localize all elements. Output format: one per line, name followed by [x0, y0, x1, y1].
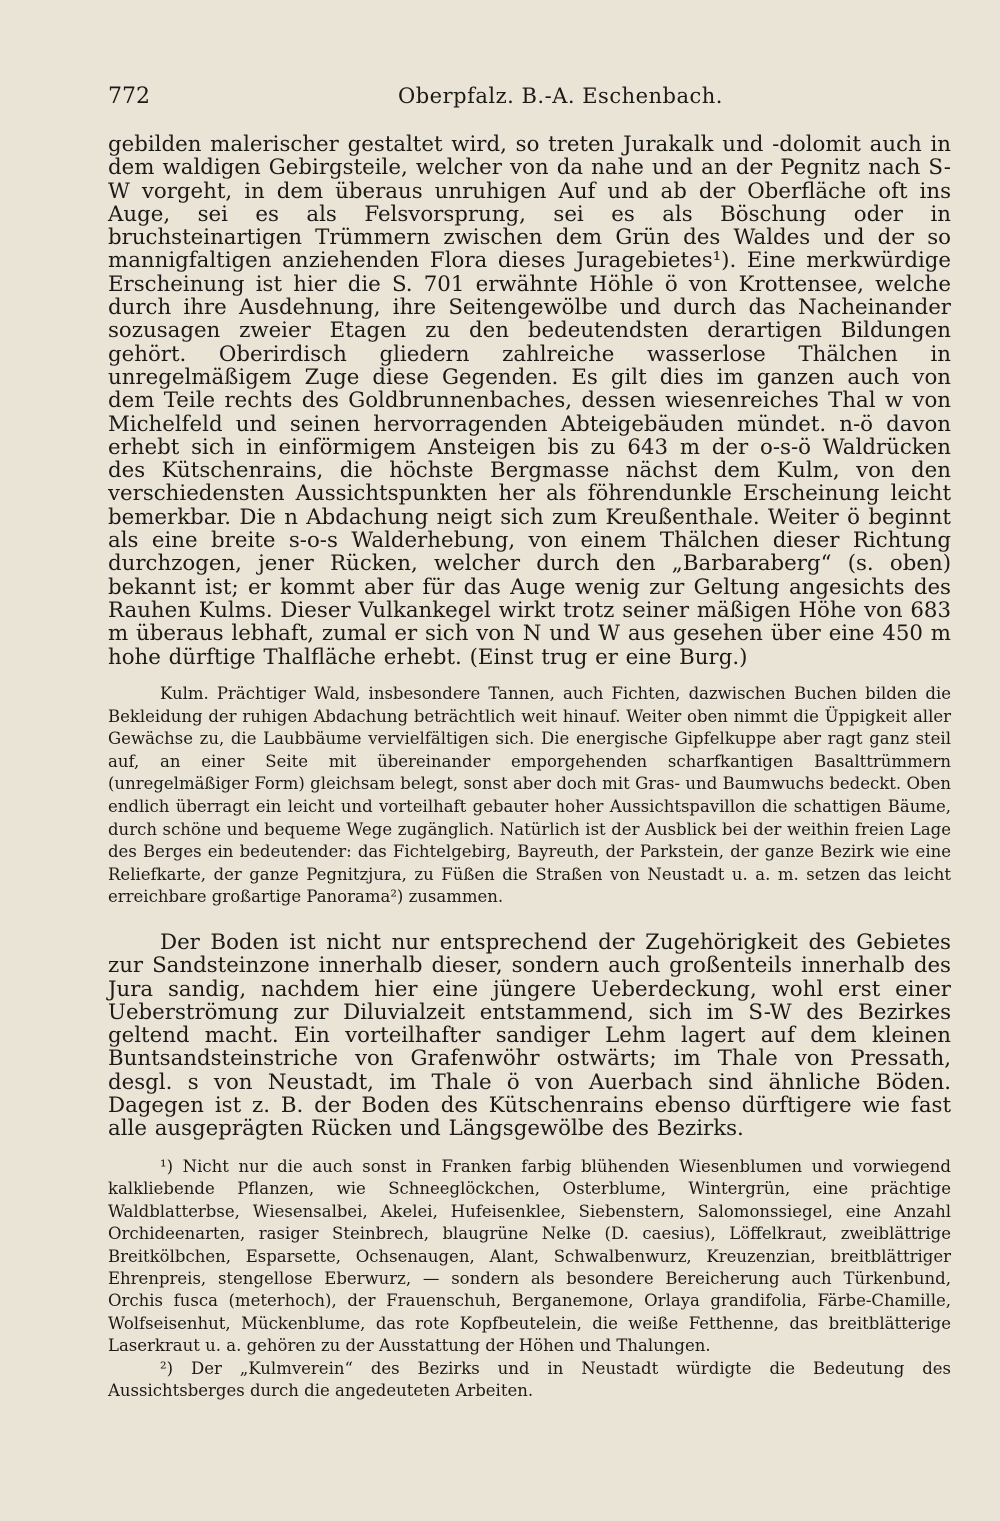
running-title: Oberpfalz. B.-A. Eschenbach.	[398, 84, 723, 108]
kulm-note: Kulm. Prächtiger Wald, insbesondere Tannen, auch Fichten, dazwischen Buchen bilden die Bekleidung der ruhigen Abdachung beträchtlich weit hinauf. Weiter oben nimmt die Üppigkeit aller Gewächse zu, die Laubbäume vervielfältigen sich. Die energische Gipfelkuppe aber ragt ganz steil auf, an einer Seite mit übereinander emporgehenden scharfkantigen Basalttrümmern (unregelmäßiger Form) gleichsam belegt, sonst aber doch mit Gras- und Baumwuchs bedeckt. Oben endlich überragt ein leicht und vorteilhaft gebauter hoher Aussichtspavillon die schattigen Bäume, durch schöne und bequeme Wege zugänglich. Natürlich ist der Ausblick bei der weithin freien Lage des Berges ein bedeutender: das Fichtelgebirg, Bayreuth, der Parkstein, der ganze Bezirk wie eine Reliefkarte, der ganze Pegnitzjura, zu Füßen die Straßen von Neustadt u. a. m. setzen das leicht erreichbare großartige Panorama²) zusammen.	[108, 684, 951, 907]
footnotes	[108, 1156, 951, 1402]
body-paragraph-1: gebilden malerischer gestaltet wird, so treten Jurakalk und -dolomit auch in dem waldigen Gebirgsteile, welcher von da nahe und an der Pegnitz nach S-W vorgeht, in dem überaus unruhigen Auf und ab der Oberfläche oft ins Auge, sei es als Felsvorsprung, sei es als Böschung oder in bruchsteinartigen Trümmern zwischen dem Grün des Waldes und der so mannigfaltigen anziehenden Flora dieses Juragebietes¹). Eine merkwürdige Erscheinung ist hier die S. 701 erwähnte Höhle ö von Krottensee, welche durch ihre Ausdehnung, ihre Seitengewölbe und durch das Nacheinander sozusagen zweier Etagen zu den bedeutendsten derartigen Bildungen gehört. Oberirdisch gliedern zahlreiche wasserlose Thälchen in unregelmäßigem Zuge diese Gegenden. Es gilt dies im ganzen auch von dem Teile rechts des Goldbrunnenbaches, dessen wiesenreiches Thal w von Michelfeld und seinen hervorragenden Abteigebäuden mündet. n-ö davon erhebt sich in einförmigem Ansteigen bis zu 643 m der o-s-ö Waldrücken des Kütschenrains, die höchste Bergmasse nächst dem Kulm, von den verschiedensten Aussichtspunkten her als föhrendunkle Erscheinung leicht bemerkbar. Die n Abdachung neigt sich zum Kreußenthale. Weiter ö beginnt als eine breite s-o-s Walderhebung, von einem Thälchen dieser Richtung durchzogen, jener Rücken, welcher durch den „Barbaraberg“ (s. oben) bekannt ist; er kommt aber für das Auge wenig zur Geltung angesichts des Rauhen Kulms. Dieser Vulkankegel wirkt trotz seiner mäßigen Höhe von 683 m überaus lebhaft, zumal er sich von N und W aus gesehen über eine 450 m hohe dürftige Thalfläche erhebt. (Einst trug er eine Burg.)	[108, 132, 951, 670]
body-paragraph-2: Der Boden ist nicht nur entsprechend der Zugehörigkeit des Gebietes zur Sandsteinzone innerhalb dieser, sondern auch großenteils innerhalb des Jura sandig, nachdem hier eine jüngere Ueberdeckung, wohl erst einer Ueberströmung zur Diluvialzeit entstammend, sich im S-W des Bezirkes geltend macht. Ein vorteilhafter sandiger Lehm lagert auf dem kleinen Buntsandsteinstriche von Grafenwöhr ostwärts; im Thale von Pressath, desgl. s von Neustadt, im Thale ö von Auerbach sind ähnliche Böden. Dagegen ist z. B. der Boden des Kütschenrains ebenso dürftigere wie fast alle ausgeprägten Rücken und Längsgewölbe des Bezirks.	[108, 930, 951, 1142]
footnote-1: ¹) Nicht nur die auch sonst in Franken farbig blühenden Wiesenblumen und vorwiegend kalkliebende Pflanzen, wie Schneeglöckchen, Osterblume, Wintergrün, eine prächtige Waldblatterbse, Wiesensalbei, Akelei, Hufeisenklee, Siebenstern, Salomonssiegel, eine Anzahl Orchideenarten, rasiger Steinbrech, blaugrüne Nelke (D. caesius), Löffelkraut, zweiblättrige Breitkölbchen, Esparsette, Ochsenaugen, Alant, Schwalbenwurz, Kreuzenzian, breitblättriger Ehrenpreis, stengellose Eberwurz, — sondern als besondere Bereicherung auch Türkenbund, Orchis fusca (meterhoch), der Frauenschuh, Berganemone, Orlaya grandifolia, Färbe-Chamille, Wolfseisenhut, Mückenblume, das rote Kopfbeutelein, die weiße Fetthenne, das breitblätterige Laserkraut u. a. gehören zu der Ausstattung der Höhen und Thalungen.	[108, 1157, 951, 1356]
page-header	[108, 84, 940, 114]
main-text-continued	[108, 931, 951, 1141]
footnote-2: ²) Der „Kulmverein“ des Bezirks und in Neustadt würdigte die Bedeutung des Aussichtsberges durch die angedeuteten Arbeiten.	[108, 1358, 951, 1401]
main-text	[108, 133, 951, 669]
page-number: 772	[108, 84, 150, 109]
